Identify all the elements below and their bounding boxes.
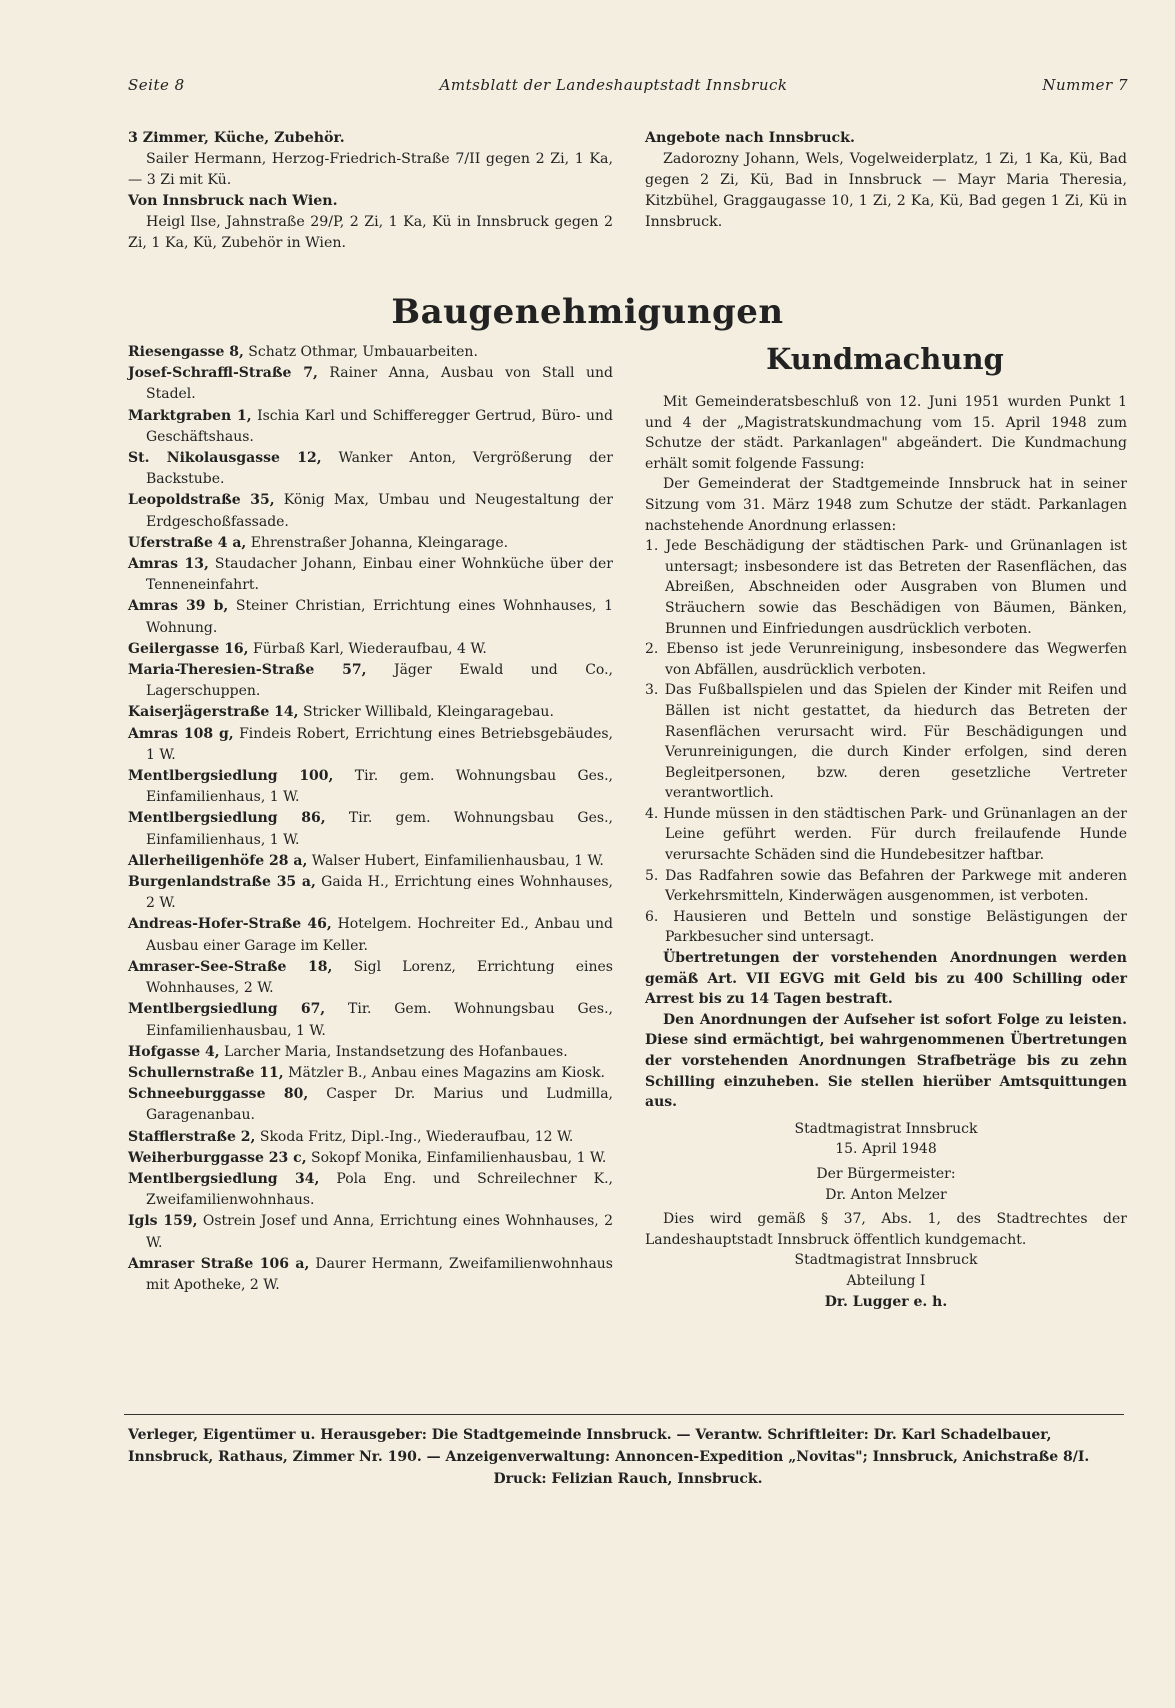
kundmachung-item-5: 5. Das Radfahren sowie das Befahren der Parkwege mit anderen Verkehrsmitteln, Kinderwägen ausgenommen, ist verboten.	[645, 867, 1127, 905]
footer-divider	[124, 1414, 1124, 1415]
permit-entry	[128, 596, 613, 638]
permit-description: Ehrenstraßer Johanna, Kleingarage.	[246, 534, 509, 551]
kundmachung-item-4: 4. Hunde müssen in den städtischen Park- und Grünanlagen an der Leine geführt werden. Für durch freilaufende Hunde verursachte Schäden sind die Hundebesitzer haftbar.	[645, 805, 1127, 864]
permit-description: Schatz Othmar, Umbauarbeiten.	[243, 344, 478, 360]
permit-description: König Max, Umbau und Neugestaltung der Erdgeschoßfassade.	[146, 492, 613, 530]
imprint-footer	[128, 1424, 1128, 1490]
imprint-line-3: Druck: Felizian Rauch, Innsbruck.	[493, 1471, 763, 1487]
permit-entry	[128, 490, 613, 532]
exchange-listings-right	[645, 128, 1127, 233]
permit-description: Ischia Karl und Schifferegger Gertrud, Büro- und Geschäftshaus.	[146, 407, 613, 445]
permit-entry	[128, 533, 613, 554]
signature-mayor-name: Dr. Anton Melzer	[825, 1186, 947, 1203]
permit-description: Tir. gem. Wohnungsbau Ges., Einfamilienhaus, 1 W.	[146, 768, 614, 806]
permit-address: Amras 13,	[128, 556, 209, 573]
signature-date: 15. April 1948	[835, 1141, 937, 1158]
permit-address: Riesengasse 8,	[128, 344, 244, 360]
signature-official: Dr. Lugger e. h.	[824, 1293, 948, 1310]
permit-entry	[128, 872, 613, 914]
permit-description: Daurer Hermann, Zweifamilienwohnhaus mit Apotheke, 2 W.	[146, 1255, 613, 1293]
signature-magistrate-2: Stadtmagistrat Innsbruck	[794, 1252, 978, 1269]
imprint-line-2: Innsbruck, Rathaus, Zimmer Nr. 190. — Anzeigenverwaltung: Annoncen-Expedition „Novitas"; Innsbruck, Anichstraße 8/I.	[128, 1449, 1090, 1465]
permit-address: Schullernstraße 11,	[128, 1064, 284, 1081]
permit-address: Amras 108 g,	[128, 725, 234, 742]
permit-description: Findeis Robert, Errichtung eines Betriebsgebäudes, 1 W.	[146, 725, 613, 763]
permit-address: Weiherburggasse 23 c,	[128, 1149, 307, 1166]
permit-entry	[128, 702, 613, 723]
permit-entry	[128, 957, 613, 999]
permit-entry	[128, 1169, 613, 1211]
header-issue-number: Nummer 7	[1042, 76, 1128, 94]
kundmachung-penalty: Übertretungen der vorstehenden Anordnungen werden gemäß Art. VII EGVG mit Geld bis zu 400 Schilling oder Arrest bis zu 14 Tagen bestraft.	[645, 950, 1127, 1008]
permit-entry	[128, 660, 613, 702]
permit-address: Igls 159,	[128, 1213, 198, 1230]
kundmachung-publication-note: Dies wird gemäß § 37, Abs. 1, des Stadtrechtes der Landeshauptstadt Innsbruck öffentlich kundgemacht.	[645, 1211, 1127, 1248]
listing-heading-angebote: Angebote nach Innsbruck.	[645, 130, 855, 146]
permit-address: Uferstraße 4 a,	[128, 534, 247, 551]
permit-address: Marktgraben 1,	[128, 407, 252, 424]
permit-description: Mätzler B., Anbau eines Magazins am Kiosk.	[283, 1064, 606, 1081]
section-title-kundmachung: Kundmachung	[766, 342, 1004, 376]
permit-address: Mentlbergsiedlung 100,	[128, 768, 334, 785]
permit-description: Ostrein Josef und Anna, Errichtung eines Wohnhauses, 2 W.	[146, 1213, 614, 1251]
permit-description: Staudacher Johann, Einbau einer Wohnküche über der Tenneneinfahrt.	[146, 556, 613, 594]
permit-address: Josef-Schraffl-Straße 7,	[128, 365, 318, 382]
permit-address: Amras 39 b,	[128, 598, 229, 615]
section-title-baugenehmigungen: Baugenehmigungen	[391, 292, 784, 332]
signature-mayor-title: Der Bürgermeister:	[816, 1165, 956, 1182]
permit-address: Mentlbergsiedlung 86,	[128, 810, 326, 827]
permit-description: Fürbaß Karl, Wiederaufbau, 4 W.	[248, 640, 487, 657]
permit-description: Jäger Ewald und Co., Lagerschuppen.	[146, 662, 613, 700]
permit-entry	[128, 1042, 613, 1063]
header-page-number: Seite 8	[128, 76, 185, 94]
kundmachung-body	[645, 392, 1127, 1312]
kundmachung-item-6: 6. Hausieren und Betteln und sonstige Belästigungen der Parkbesucher sind untersagt.	[645, 908, 1127, 946]
permit-entry	[128, 999, 613, 1041]
permit-entry	[128, 1148, 613, 1169]
permit-entry	[128, 914, 613, 956]
permit-description: Gaida H., Errichtung eines Wohnhauses, 2 W.	[146, 874, 614, 912]
kundmachung-supervisors: Den Anordnungen der Aufseher ist sofort Folge zu leisten. Diese sind ermächtigt, bei wahrgenommenen Übertretungen der vorstehenden Anordnungen Strafbeträge bis zu zehn Schilling einzuheben. Sie stellen hierüber Amtsquittungen aus.	[645, 1011, 1127, 1111]
kundmachung-paragraph: Der Gemeinderat der Stadtgemeinde Innsbruck hat in seiner Sitzung vom 31. März 1948 zum Schutze der städt. Parkanlagen nachstehende Anordnung erlassen:	[645, 476, 1127, 534]
permit-address: St. Nikolausgasse 12,	[128, 450, 322, 467]
permit-address: Amraser-See-Straße 18,	[128, 958, 333, 975]
permit-address: Mentlbergsiedlung 67,	[128, 1001, 326, 1018]
permit-description: Tir. gem. Wohnungsbau Ges., Einfamilienhaus, 1 W.	[146, 810, 613, 848]
permit-description: Wanker Anton, Vergrößerung der Backstube.	[146, 450, 613, 488]
permit-address: Andreas-Hofer-Straße 46,	[128, 916, 332, 933]
permit-entry	[128, 1211, 613, 1253]
permit-address: Stafflerstraße 2,	[128, 1128, 256, 1145]
exchange-listings-left	[128, 128, 613, 254]
listing-entry: Sailer Hermann, Herzog-Friedrich-Straße 7/II gegen 2 Zi, 1 Ka, — 3 Zi mit Kü.	[128, 151, 613, 188]
permit-entry	[128, 766, 613, 808]
kundmachung-item-3: 3. Das Fußballspielen und das Spielen der Kinder mit Reifen und Bällen ist nicht gestattet, da hiedurch das Betreten der Rasenflächen verursacht wird. Für Beschädigungen und Verunreinigungen, die durch Kinder erfolgen, sind deren Begleitpersonen, bzw. deren gesetzliche Vertreter verantwortlich.	[645, 682, 1127, 802]
permit-entry	[128, 724, 613, 766]
imprint-line-1: Verleger, Eigentümer u. Herausgeber: Die Stadtgemeinde Innsbruck. — Verantw. Schriftleiter: Dr. Karl Schadelbauer,	[128, 1427, 1052, 1443]
listing-heading-innsbruck-wien: Von Innsbruck nach Wien.	[128, 193, 338, 209]
permit-description: Tir. Gem. Wohnungsbau Ges., Einfamilienhausbau, 1 W.	[146, 1001, 613, 1039]
permit-entry	[128, 342, 613, 363]
permit-entry	[128, 363, 613, 405]
permit-entry	[128, 1084, 613, 1126]
listing-heading-3-zimmer: 3 Zimmer, Küche, Zubehör.	[128, 130, 345, 146]
permit-entry	[128, 1127, 613, 1148]
kundmachung-intro: Mit Gemeinderatsbeschluß von 12. Juni 1951 wurden Punkt 1 und 4 der „Magistratskundmachung vom 15. April 1948 zum Schutze der städt. Parkanlagen" abgeändert. Die Kundmachung erhält somit folgende Fassung:	[645, 394, 1127, 472]
permit-entry	[128, 1254, 613, 1296]
permit-description: Steiner Christian, Errichtung eines Wohnhauses, 1 Wohnung.	[146, 598, 613, 636]
permit-address: Leopoldstraße 35,	[128, 492, 275, 509]
permit-address: Hofgasse 4,	[128, 1043, 220, 1060]
permit-address: Schneeburggasse 80,	[128, 1086, 309, 1103]
permit-description: Walser Hubert, Einfamilienhausbau, 1 W.	[307, 852, 604, 869]
permit-entry	[128, 406, 613, 448]
permit-address: Burgenlandstraße 35 a,	[128, 874, 316, 891]
permit-description: Rainer Anna, Ausbau von Stall und Stadel.	[146, 365, 614, 403]
permit-entry	[128, 554, 613, 596]
permit-entry	[128, 639, 613, 660]
permit-entry	[128, 808, 613, 850]
permit-description: Stricker Willibald, Kleingaragebau.	[298, 704, 554, 721]
permit-description: Skoda Fritz, Dipl.-Ing., Wiederaufbau, 12 W.	[255, 1128, 574, 1145]
permit-address: Amraser Straße 106 a,	[128, 1255, 310, 1272]
header-publication-title: Amtsblatt der Landeshauptstadt Innsbruck	[439, 76, 788, 94]
permit-address: Kaiserjägerstraße 14,	[128, 704, 299, 721]
permit-entry	[128, 851, 613, 872]
permit-description: Larcher Maria, Instandsetzung des Hofanbaues.	[219, 1043, 568, 1060]
permit-description: Pola Eng. und Schreilechner K., Zweifamilienwohnhaus.	[146, 1170, 613, 1209]
signature-department: Abteilung I	[846, 1272, 926, 1289]
permit-address: Allerheiligenhöfe 28 a,	[128, 852, 308, 869]
signature-magistrate: Stadtmagistrat Innsbruck	[794, 1120, 978, 1137]
listing-entry: Zadorozny Johann, Wels, Vogelweiderplatz, 1 Zi, 1 Ka, Kü, Bad gegen 2 Zi, Kü, Bad in Innsbruck — Mayr Maria Theresia, Kitzbühel, Graggaugasse 10, 1 Zi, 2 Ka, Kü, Bad gegen 1 Zi, Kü in Innsbruck.	[645, 151, 1127, 230]
kundmachung-item-2: 2. Ebenso ist jede Verunreinigung, insbesondere das Wegwerfen von Abfällen, ausdrücklich verboten.	[645, 641, 1127, 678]
listing-entry: Heigl Ilse, Jahnstraße 29/P, 2 Zi, 1 Ka, Kü in Innsbruck gegen 2 Zi, 1 Ka, Kü, Zubehör in Wien.	[128, 214, 613, 251]
permit-description: Sigl Lorenz, Errichtung eines Wohnhauses, 2 W.	[146, 958, 613, 997]
kundmachung-item-1: 1. Jede Beschädigung der städtischen Park- und Grünanlagen ist untersagt; insbesondere ist das Betreten der Rasenflächen, das Abreißen, Abschneiden oder Ausgraben von Blumen und Sträuchern sowie das Beschädigen von Bäumen, Bänken, Brunnen und Einfriedungen ausdrücklich verboten.	[645, 538, 1127, 637]
permit-description: Casper Dr. Marius und Ludmilla, Garagenanbau.	[146, 1086, 614, 1124]
permit-entry	[128, 1063, 613, 1084]
permit-description: Sokopf Monika, Einfamilienhausbau, 1 W.	[306, 1149, 607, 1166]
permit-entry	[128, 448, 613, 490]
permit-address: Maria-Theresien-Straße 57,	[128, 662, 367, 679]
permit-description: Hotelgem. Hochreiter Ed., Anbau und Ausbau einer Garage im Keller.	[146, 916, 613, 954]
building-permits-list	[128, 342, 613, 1296]
page-header	[128, 76, 1128, 94]
permit-address: Mentlbergsiedlung 34,	[128, 1170, 320, 1187]
permit-address: Geilergasse 16,	[128, 640, 249, 657]
